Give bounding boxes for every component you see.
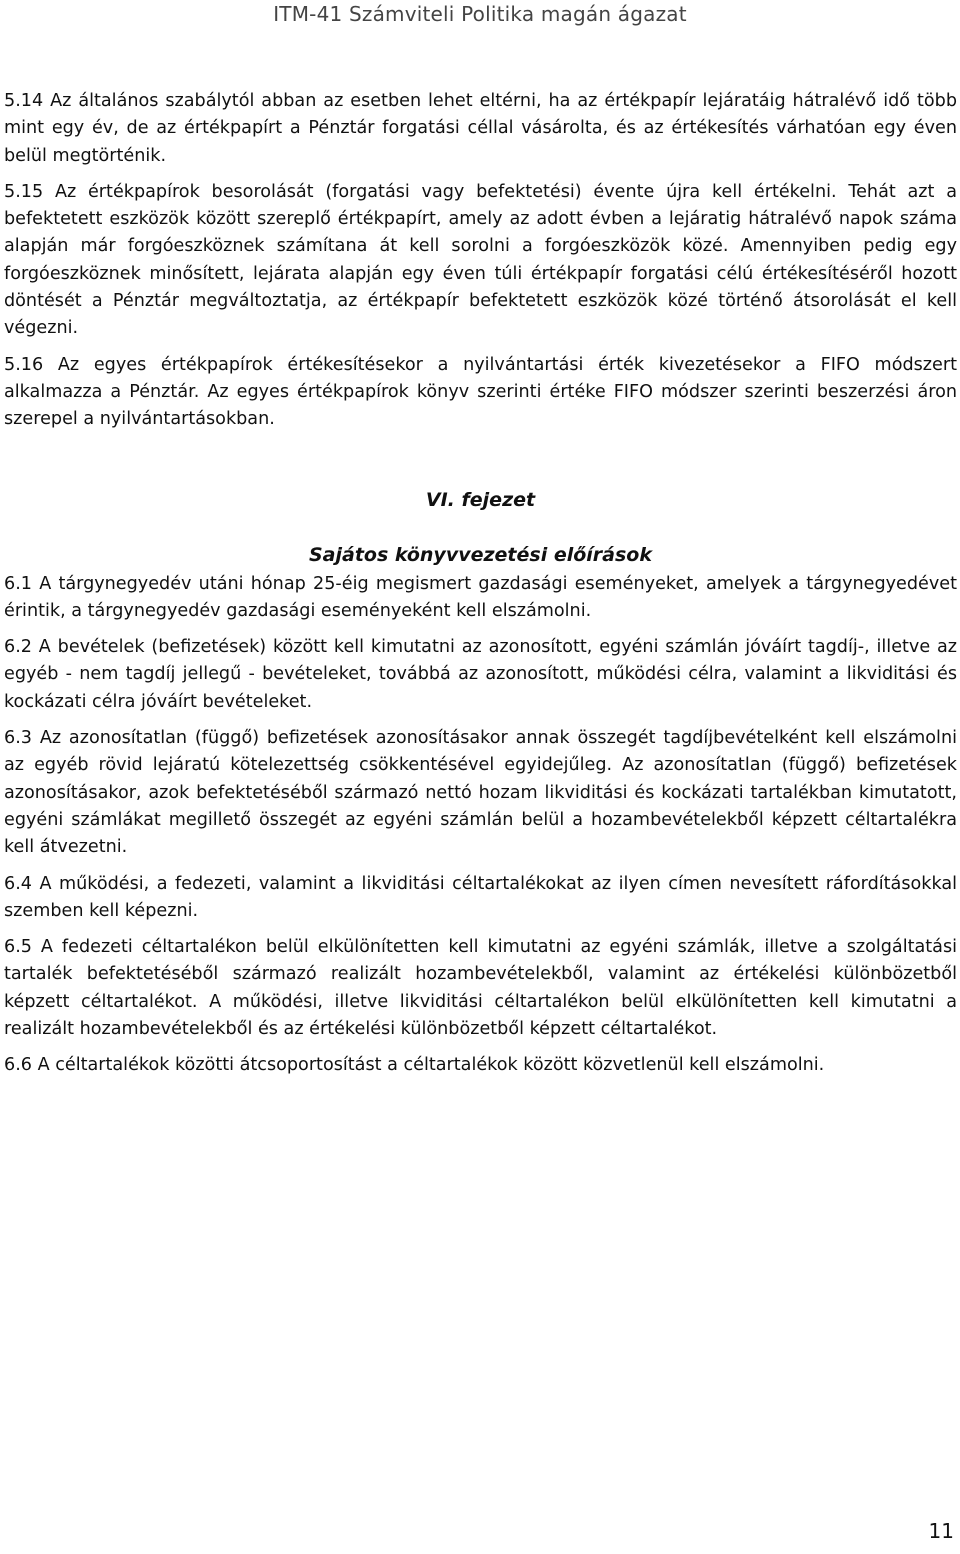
paragraph-6-4: 6.4 A működési, a fedezeti, valamint a likviditási céltartalékokat az ilyen címen nevesített ráfordításokkal szemben kell képezni.	[4, 873, 957, 921]
paragraph-6-3: 6.3 Az azonosítatlan (függő) befizetések azonosításakor annak összegét tagdíjbevételként kell elszámolni az egyéb rövid lejáratú kötelezettség csökkentésével egyidejűleg. Az azonosítatlan (függő) befizetések azonosításakor, azok befektetéséből származó nettó hozam likviditási és kockázati tartalékban kimutatott, egyéni számlákat megillető összegét az egyéni számlán belül a hozambevételekből képzett céltartalékra kell átvezetni.	[4, 728, 957, 858]
paragraph-6-1: 6.1 A tárgynegyedév utáni hónap 25-éig megismert gazdasági eseményeket, amelyek a tárgynegyedévet érintik, a tárgynegyedév gazdasági eseményeként kell elszámolni.	[4, 573, 957, 621]
paragraph-5-14: 5.14 Az általános szabálytól abban az esetben lehet eltérni, ha az értékpapír lejáratáig hátralévő idő több mint egy év, de az értékpapírt a Pénztár forgatási céllal vásárolta, és az értékesítés várhatóan egy éven belül megtörténik.	[4, 91, 957, 166]
page-number: 11	[928, 1519, 954, 1543]
paragraph-5-16: 5.16 Az egyes értékpapírok értékesítésekor a nyilvántartási érték kivezetésekor a FIFO módszert alkalmazza a Pénztár. Az egyes értékpapírok könyv szerinti értéke FIFO módszer szerinti beszerzési áron szerepel a nyilvántartásokban.	[4, 354, 957, 430]
document-header: ITM-41 Számviteli Politika magán ágazat	[273, 2, 687, 26]
paragraph-6-2: 6.2 A bevételek (befizetések) között kell kimutatni az azonosított, egyéni számlán jóváírt tagdíj-, illetve az egyéb - nem tagdíj jellegű - bevételeket, továbbá az azonosított, működési célra, valamint a likviditási és kockázati célra jóváírt bevételeket.	[4, 637, 957, 712]
paragraph-5-15: 5.15 Az értékpapírok besorolását (forgatási vagy befektetési) évente újra kell értékelni. Tehát azt a befektetett eszközök között szereplő értékpapírt, amely az adott évben a lejáratig hátralévő napok száma alapján már forgóeszköznek számítana át kell sorolni a forgóeszközök közé. Amennyiben pedig egy forgóeszköznek minősített, lejárata alapján egy éven túli értékpapír forgatási célú értékesítéséről hozott döntését a Pénztár megváltoztatja, az értékpapír befektetett eszközök közé történő átsorolását el kell végezni.	[4, 181, 957, 339]
chapter-title: VI. fejezet	[425, 488, 536, 511]
document-body	[4, 88, 957, 1080]
chapter-subtitle: Sajátos könyvvezetési előírások	[309, 543, 652, 566]
paragraph-6-6: 6.6 A céltartalékok közötti átcsoportosítást a céltartalékok között közvetlenül kell elszámolni.	[4, 1055, 825, 1076]
paragraph-6-5: 6.5 A fedezeti céltartalékon belül elkülönítetten kell kimutatni az egyéni számlák, illetve a szolgáltatási tartalék befektetéséből származó realizált hozambevételekből, valamint az értékelési különbözetből képzett céltartalékot. A működési, illetve likviditási céltartalékon belül elkülönítetten kell kimutatni a realizált hozambevételekből és az értékelési különbözetből képzett céltartalékot.	[4, 937, 957, 1040]
